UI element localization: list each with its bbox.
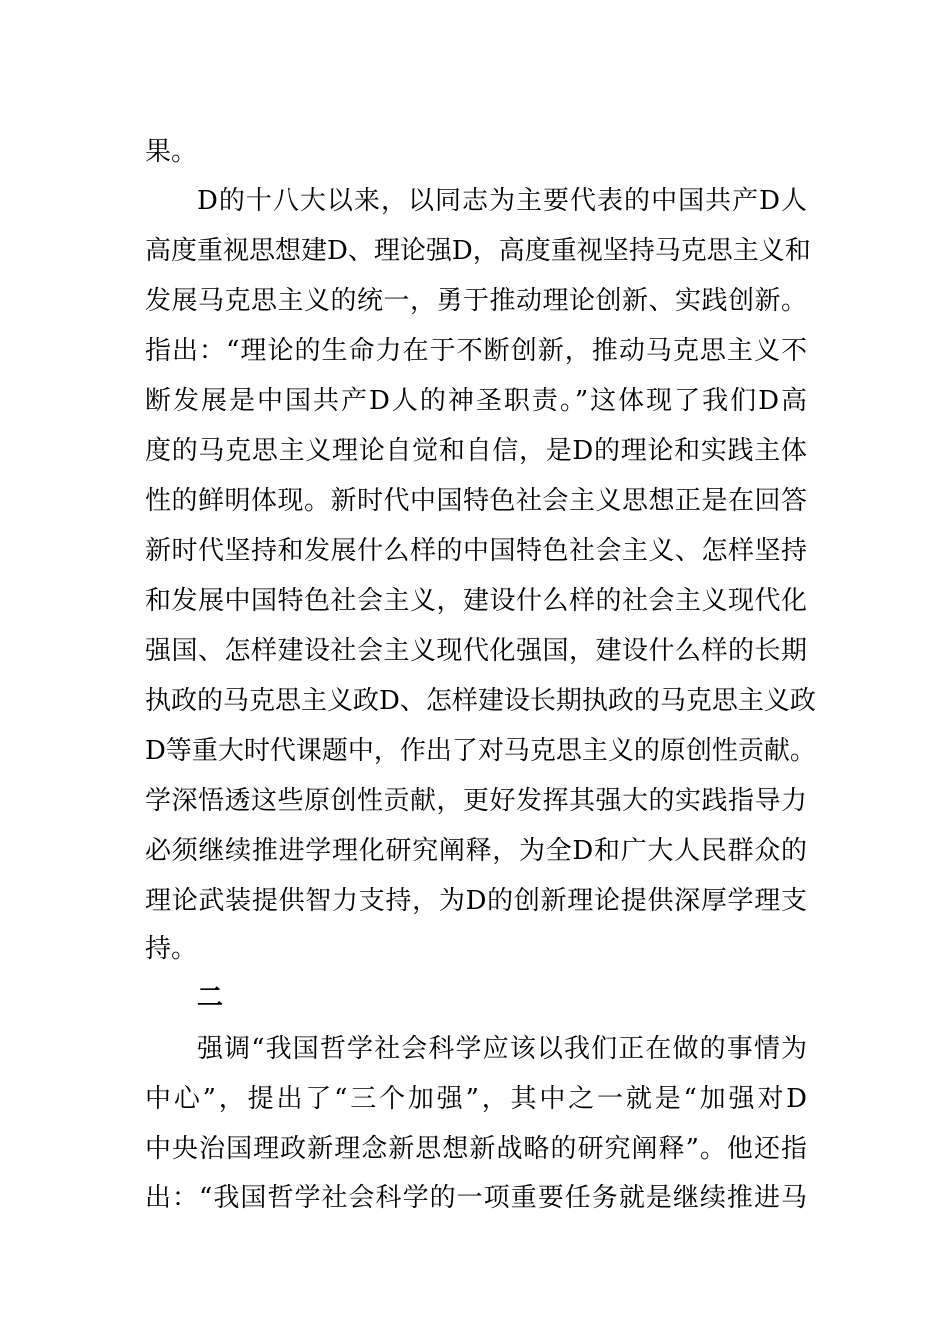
paragraph-line: 高度重视思想建D、理论强D，高度重视坚持马克思主义和: [145, 236, 811, 266]
paragraph-line: 强国、怎样建设社会主义现代化强国，建设什么样的长期: [145, 636, 807, 666]
section-heading: 二: [197, 983, 224, 1013]
paragraph-line: 果。: [145, 137, 198, 167]
paragraph-line: 指出：“理论的生命力在于不断创新，推动马克思主义不: [145, 336, 807, 366]
paragraph-line: 出：“我国哲学社会科学的一项重要任务就是继续推进马: [145, 1183, 807, 1213]
paragraph-line: 性的鲜明体现。新时代中国特色社会主义思想正是在回答: [145, 486, 807, 516]
paragraph-line: 新时代坚持和发展什么样的中国特色社会主义、怎样坚持: [145, 536, 807, 566]
paragraph-line: 学深悟透这些原创性贡献，更好发挥其强大的实践指导力: [145, 786, 807, 816]
paragraph-line: 执政的马克思主义政D、怎样建设长期执政的马克思主义政: [145, 686, 816, 716]
paragraph-line: D的十八大以来，以同志为主要代表的中国共产D人: [197, 186, 807, 216]
paragraph-line: 中央治国理政新理念新思想新战略的研究阐释”。他还指: [145, 1134, 807, 1164]
paragraph-line: 发展马克思主义的统一，勇于推动理论创新、实践创新。: [145, 286, 807, 316]
paragraph-line: 中心”，提出了“三个加强”，其中之一就是“加强对D: [145, 1084, 807, 1114]
paragraph-line: 和发展中国特色社会主义，建设什么样的社会主义现代化: [145, 586, 807, 616]
paragraph-line: 强调“我国哲学社会科学应该以我们正在做的事情为: [197, 1034, 807, 1064]
paragraph-line: 理论武装提供智力支持，为D的创新理论提供深厚学理支: [145, 886, 807, 916]
paragraph-line: 持。: [145, 934, 198, 964]
paragraph-line: 度的马克思主义理论自觉和自信，是D的理论和实践主体: [145, 436, 807, 466]
paragraph-line: 断发展是中国共产D人的神圣职责。”这体现了我们D高: [145, 386, 807, 416]
paragraph-line: 必须继续推进学理化研究阐释，为全D和广大人民群众的: [145, 836, 807, 866]
paragraph-line: D等重大时代课题中，作出了对马克思主义的原创性贡献。: [145, 736, 816, 766]
